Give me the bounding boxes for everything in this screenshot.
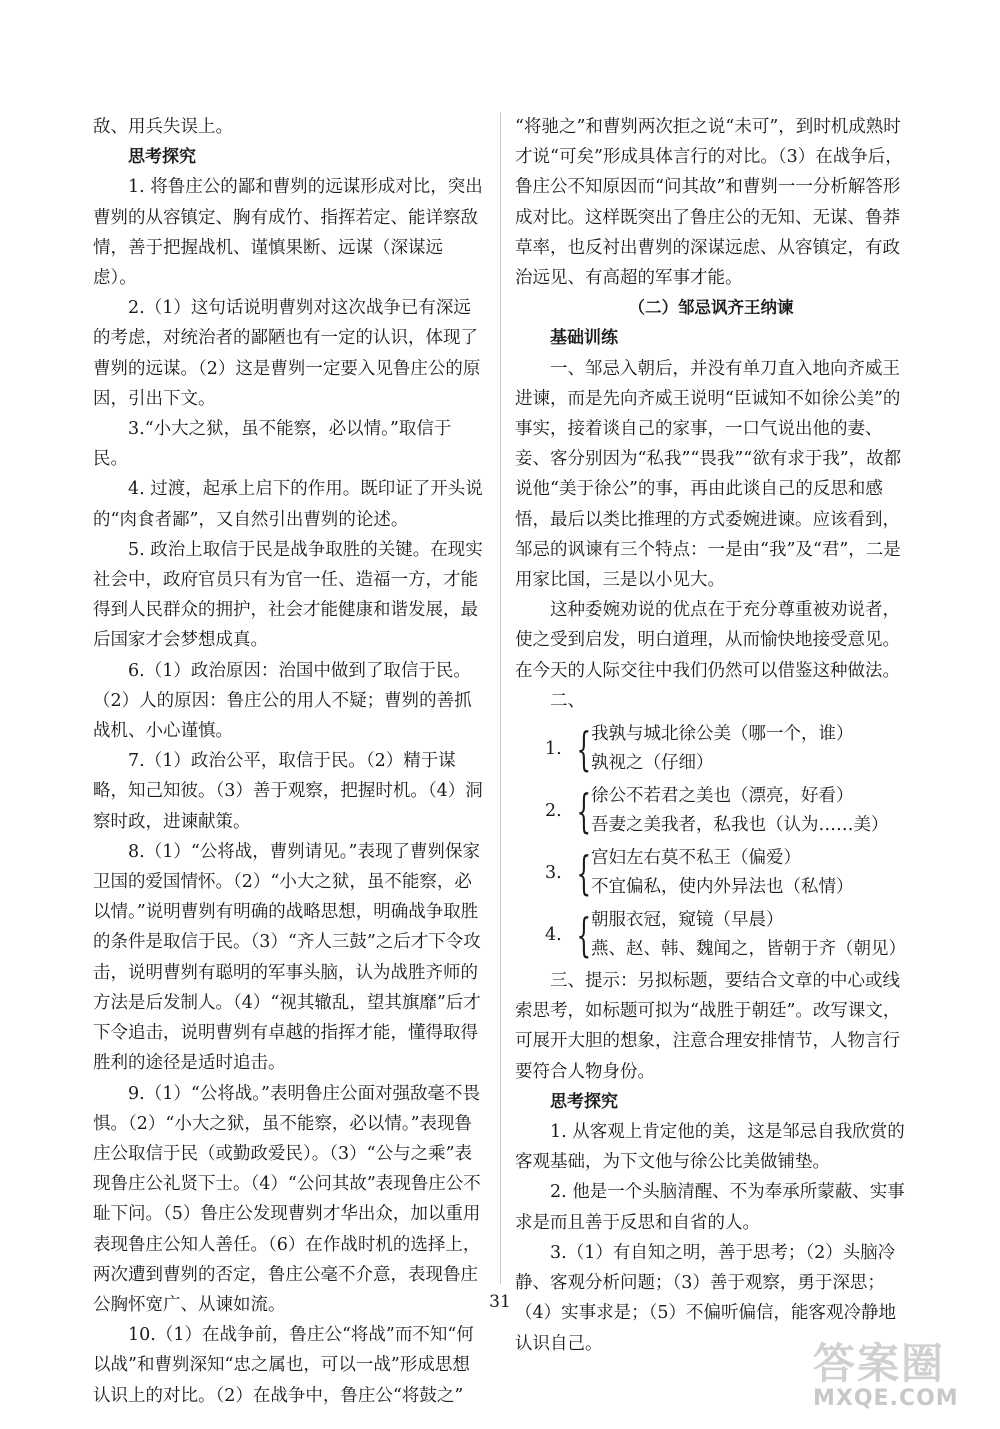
section-heading-basic: 基础训练 (550, 328, 618, 349)
paragraph: 这种委婉劝说的优点在于充分尊重被劝说者，使之受到启发，明白道理，从而愉快地接受意见。在今天的人际交往中我们仍然可以借鉴这种做法。 (515, 600, 900, 681)
word-pair (545, 906, 907, 964)
brace-icon: { (576, 722, 592, 777)
pair-number: 3. (545, 862, 562, 883)
answer-item: 7.（1）政治公平，取信于民。（2）精于谋略，知己知彼。（3）善于观察，把握时机。（4）洞察时政，进谏献策。 (93, 751, 483, 832)
pair-line: 不宜偏私，使内外异法也（私情） (591, 877, 854, 898)
column-divider (500, 112, 501, 1284)
pair-line: 我孰与城北徐公美（哪一个，谁） (591, 724, 854, 745)
watermark-logo: 答案圈 (813, 1339, 946, 1388)
left-column (93, 112, 485, 1411)
pair-line: 朝服衣冠，窥镜（早晨） (591, 910, 784, 931)
paragraph: 一、邹忌入朝后，并没有单刀直入地向齐威王进谏，而是先向齐威王说明“臣诚知不如徐公美”的事实，接着谈自己的家事，一口气说出他的妻、妾、客分别因为“私我”“畏我”“欲有求于我”，故都说他“美于徐公”的事，再由此谈自己的反思和感悟，最后以类比推理的方式委婉进谏。应该看到，邹忌的讽谏有三个特点：一是由“我”及“君”，二是用家比国，三是以小见大。 (515, 358, 902, 591)
answer-item: 2. 他是一个头脑清醒、不为奉承所蒙蔽、实事求是而且善于反思和自省的人。 (515, 1182, 905, 1233)
pair-line: 燕、赵、韩、魏闻之，皆朝于齐（朝见） (591, 939, 906, 960)
page-number: 31 (489, 1292, 511, 1312)
pair-number: 2. (545, 800, 562, 821)
pair-number: 1. (545, 738, 562, 759)
paragraph: 三、提示：另拟标题，要结合文章的中心或线索思考，如标题可拟为“战胜于朝廷”。改写课文，可展开大胆的想象，注意合理安排情节，人物言行要符合人物身份。 (515, 971, 901, 1082)
pair-number: 4. (545, 924, 562, 945)
watermark-site: MXQE.COM (813, 1386, 959, 1411)
pair-line: 吾妻之美我者，私我也（认为……美） (591, 815, 889, 836)
answer-item: 9.（1）“公将战。”表明鲁庄公面对强敌毫不畏惧。（2）“小大之狱，虽不能察，必以情。”表现鲁庄公取信于民（或勤政爱民）。（3）“公与之乘”表现鲁庄公礼贤下士。（4）“公问其故”表现鲁庄公不耻下问。（5）鲁庄公发现曹刿才华出众，加以重用表现鲁庄公知人善任。（6）在作战时机的选择上，两次遭到曹刿的否定，鲁庄公毫不介意，表现鲁庄公胸怀宽广、从谏如流。 (93, 1083, 481, 1315)
answer-item: 1. 将鲁庄公的鄙和曹刿的远谋形成对比，突出曹刿的从容镇定、胸有成竹、指挥若定、能详察敌情，善于把握战机、谨慎果断、远谋（深谋远虑）。 (93, 177, 483, 289)
brace-icon: { (576, 908, 592, 963)
right-column (515, 112, 907, 1359)
answer-item: 6.（1）政治原因：治国中做到了取信于民。（2）人的原因：鲁庄公的用人不疑；曹刿的善抓战机、小心谨慎。 (93, 660, 472, 742)
answer-item: 10.（1）在战争前，鲁庄公“将战”而不知“何以战”和曹刿深知“忠之属也，可以一战”形成思想认识上的对比。（2）在战争中，鲁庄公“将鼓之” (93, 1325, 474, 1406)
pair-line: 宫妇左右莫不私王（偏爱） (591, 848, 801, 869)
paragraph: 二、 (550, 690, 585, 711)
word-pair (545, 720, 907, 778)
answer-item: 2.（1）这句话说明曹刿对这次战争已有深远的考虑，对统治者的鄙陋也有一定的认识，体现了曹刿的远谋。（2）这是曹刿一定要入见鲁庄公的原因，引出下文。 (93, 298, 481, 409)
watermark (813, 1339, 978, 1414)
section-heading-thinking: 思考探究 (128, 147, 196, 168)
continued-text: 敌、用兵失误上。 (93, 117, 233, 137)
section-heading-thinking: 思考探究 (550, 1091, 618, 1112)
answer-item: 5. 政治上取信于民是战争取胜的关键。在现实社会中，政府官员只有为官一任、造福一方，才能得到人民群众的拥护，社会才能健康和谐发展，最后国家才会梦想成真。 (93, 539, 483, 651)
answer-item: 1. 从客观上肯定他的美，这是邹忌自我欣赏的客观基础，为下文他与徐公比美做铺垫。 (515, 1122, 905, 1173)
answer-item: 8.（1）“公将战，曹刿请见。”表现了曹刿保家卫国的爱国情怀。（2）“小大之狱，虽不能察，必以情。”说明曹刿有明确的战略思想，明确战争取胜的条件是取信于民。（3）“齐人三鼓”之后才下令攻击，说明曹刿有聪明的军事头脑，认为战胜齐师的方法是后发制人。（4）“视其辙乱，望其旗靡”后才下令追击，说明曹刿有卓越的指挥才能，懂得取得胜利的途径是适时追击。 (93, 841, 481, 1074)
word-pair (545, 782, 907, 840)
answer-item: 3.“小大之狱，虽不能察，必以情。”取信于民。 (93, 419, 452, 470)
brace-icon: { (576, 784, 592, 839)
continued-text: “将驰之”和曹刿两次拒之说“未可”，到时机成熟时才说“可矣”形成具体言行的对比。（3）在战争后，鲁庄公不知原因而“问其故”和曹刿一一分析解答形成对比。这样既突出了鲁庄公的无知、无谋、鲁莽草率，也反衬出曹刿的深谋远虑、从容镇定，有政治远见、有高超的军事才能。 (515, 117, 903, 289)
pair-line: 孰视之（仔细） (591, 753, 714, 774)
answer-item: 4. 过渡，起承上启下的作用。既印证了开头说的“肉食者鄙”，又自然引出曹刿的论述。 (93, 479, 483, 530)
section-title: （二）邹忌讽齐王纳谏 (628, 298, 794, 318)
brace-icon: { (576, 846, 592, 901)
pair-line: 徐公不若君之美也（漂亮，好看） (591, 786, 854, 807)
word-pair (545, 844, 907, 902)
answer-item: 3.（1）有自知之明，善于思考；（2）头脑冷静、客观分析问题；（3）善于观察，勇于深思；（4）实事求是；（5）不偏听偏信，能客观冷静地认识自己。 (515, 1242, 897, 1354)
